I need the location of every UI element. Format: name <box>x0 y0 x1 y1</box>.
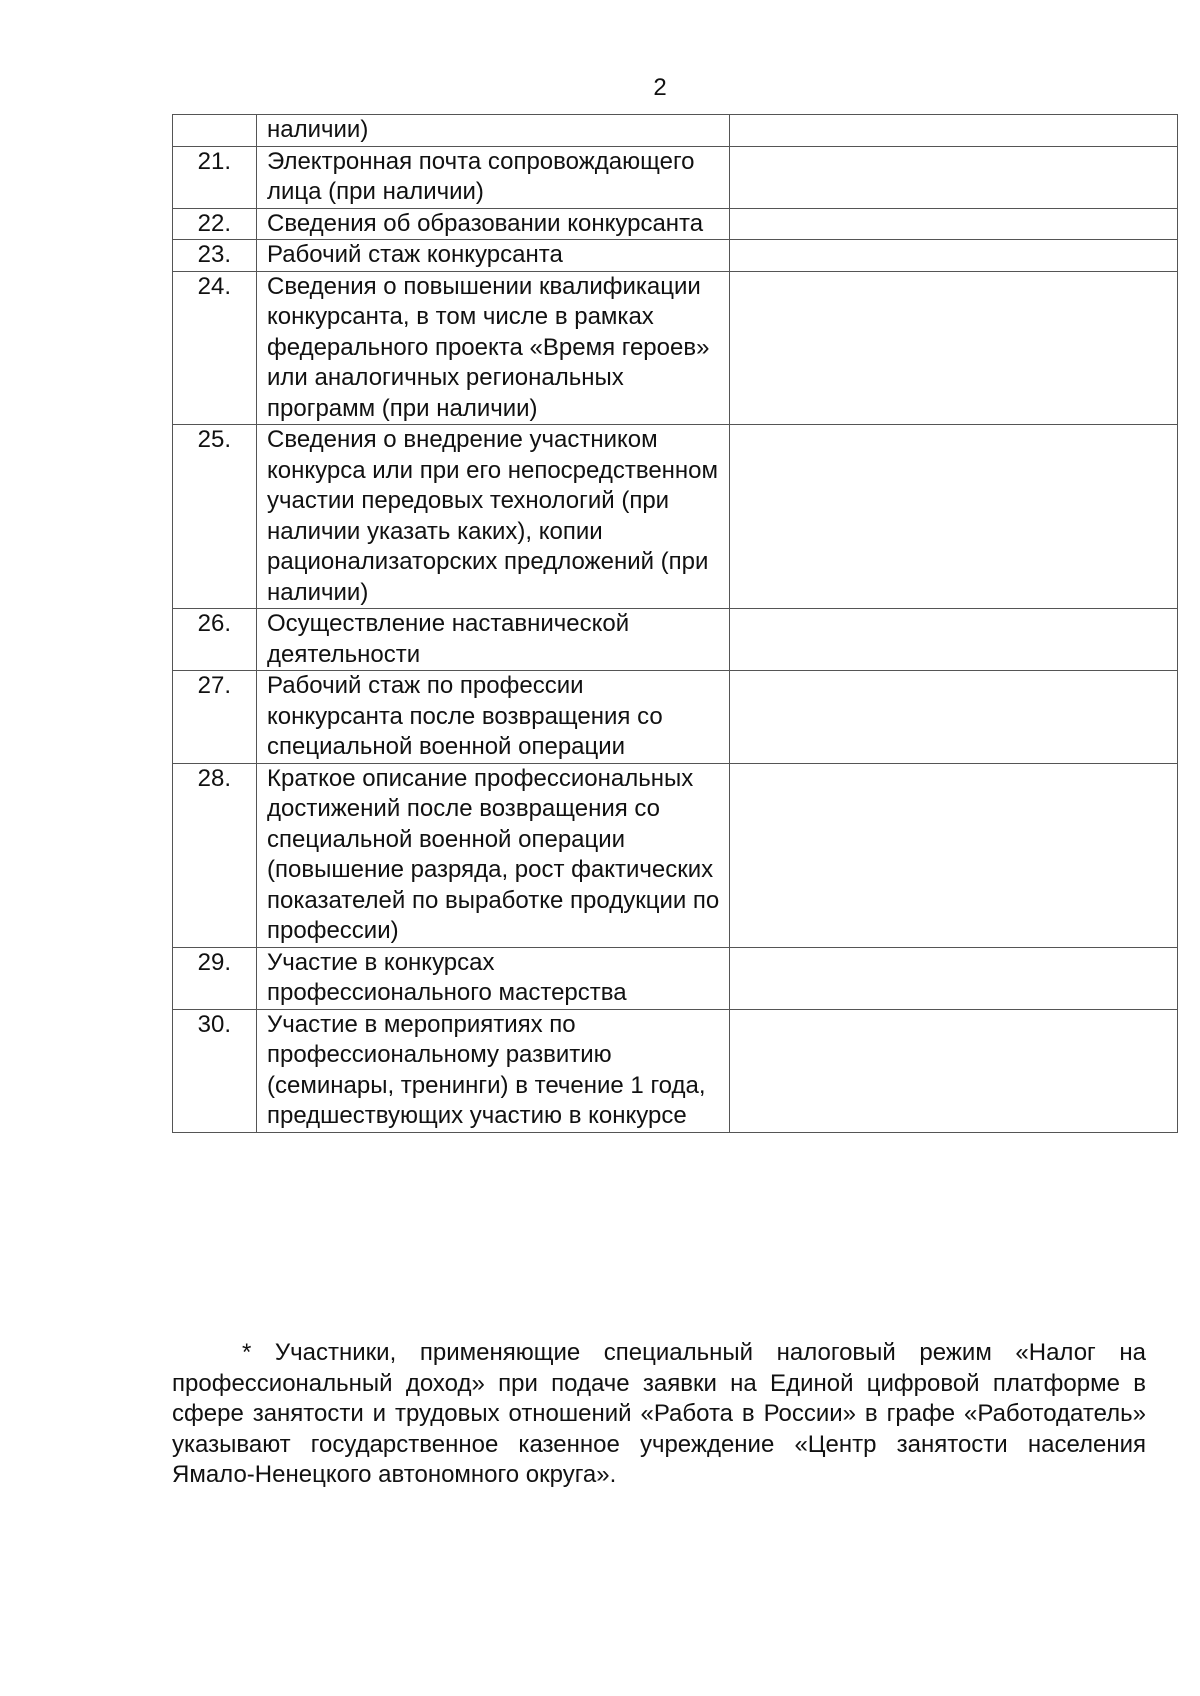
row-description: Участие в мероприятиях по профессиональному развитию (семинары, тренинги) в течение 1 года, предшествующих участию в конкурсе <box>257 1009 730 1132</box>
row-number: 23. <box>173 240 257 272</box>
table-row <box>173 146 1178 208</box>
row-number: 29. <box>173 947 257 1009</box>
row-number: 25. <box>173 425 257 609</box>
table-row <box>173 271 1178 425</box>
row-value-cell <box>730 208 1178 240</box>
row-value-cell <box>730 146 1178 208</box>
table-row <box>173 947 1178 1009</box>
table-row <box>173 240 1178 272</box>
table-row <box>173 208 1178 240</box>
row-value-cell <box>730 425 1178 609</box>
row-value-cell <box>730 947 1178 1009</box>
table-row <box>173 425 1178 609</box>
row-description: Рабочий стаж конкурсанта <box>257 240 730 272</box>
row-value-cell <box>730 240 1178 272</box>
row-description: Рабочий стаж по профессии конкурсанта после возвращения со специальной военной операции <box>257 671 730 764</box>
table-row <box>173 763 1178 947</box>
row-number: 26. <box>173 609 257 671</box>
row-description: Сведения о повышении квалификации конкурсанта, в том числе в рамках федерального проекта «Время героев» или аналогичных региональных программ (при наличии) <box>257 271 730 425</box>
row-number: 27. <box>173 671 257 764</box>
row-value-cell <box>730 609 1178 671</box>
row-description: Краткое описание профессиональных достижений после возвращения со специальной военной операции (повышение разряда, рост фактических показателей по выработке продукции по профессии) <box>257 763 730 947</box>
row-description: Сведения об образовании конкурсанта <box>257 208 730 240</box>
row-description: Осуществление наставнической деятельности <box>257 609 730 671</box>
row-number: 22. <box>173 208 257 240</box>
table-row <box>173 671 1178 764</box>
row-value-cell <box>730 763 1178 947</box>
row-description: наличии) <box>257 115 730 147</box>
row-value-cell <box>730 1009 1178 1132</box>
row-number <box>173 115 257 147</box>
row-number: 24. <box>173 271 257 425</box>
row-number: 28. <box>173 763 257 947</box>
table-row <box>173 1009 1178 1132</box>
application-form-table <box>172 114 1178 1133</box>
footnote: * Участники, применяющие специальный налоговый режим «Налог на профессиональный доход» при подаче заявки на Единой цифровой платформе в сфере занятости и трудовых отношений «Работа в России» в графе «Работодатель» указывают государственное казенное учреждение «Центр занятости населения Ямало-Ненецкого автономного округа». <box>172 1339 1146 1488</box>
row-value-cell <box>730 671 1178 764</box>
row-value-cell <box>730 115 1178 147</box>
row-description: Электронная почта сопровождающего лица (при наличии) <box>257 146 730 208</box>
table-row <box>173 115 1178 147</box>
row-description: Участие в конкурсах профессионального мастерства <box>257 947 730 1009</box>
row-number: 30. <box>173 1009 257 1132</box>
row-value-cell <box>730 271 1178 425</box>
table-row <box>173 609 1178 671</box>
page-number: 2 <box>653 74 667 101</box>
row-number: 21. <box>173 146 257 208</box>
row-description: Сведения о внедрение участником конкурса или при его непосредственном участии передовых технологий (при наличии указать каких), копии рационализаторских предложений (при наличии) <box>257 425 730 609</box>
